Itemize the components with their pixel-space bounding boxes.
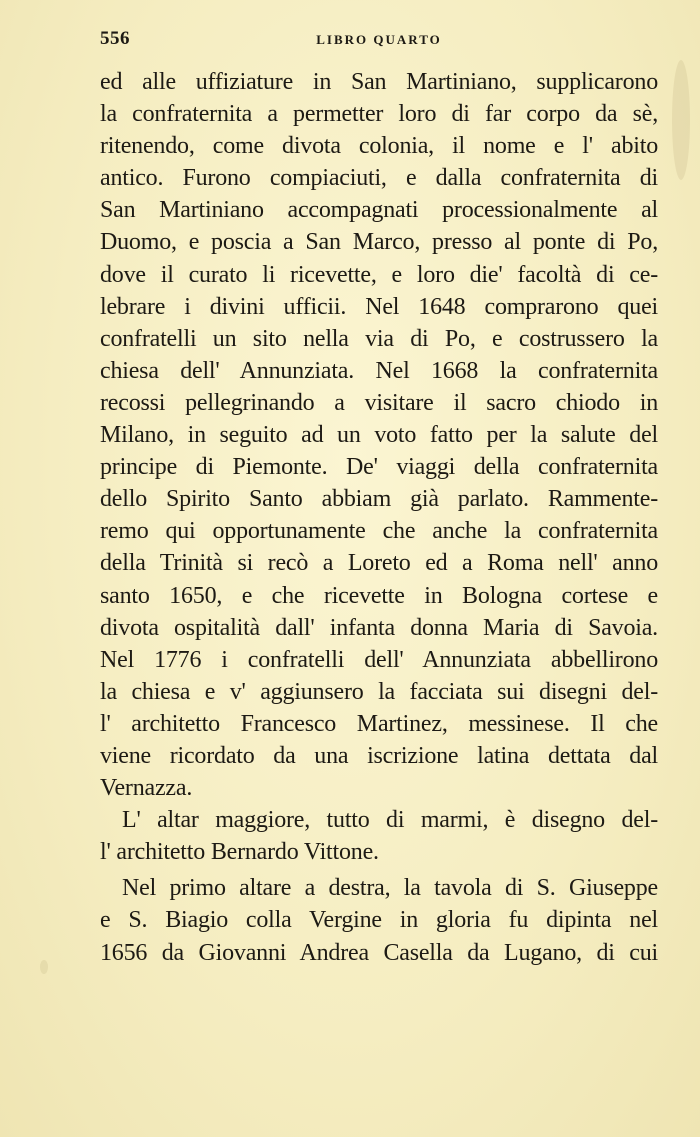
text-line: Milano, in seguito ad un voto fatto per la salute del (100, 422, 658, 449)
text-line: la confraternita a permetter loro di far corpo da sè, (100, 101, 658, 128)
text-line: santo 1650, e che ricevette in Bologna cortese e (100, 582, 658, 609)
text-line: recossi pellegrinando a visitare il sacro chiodo in (100, 389, 658, 416)
page-number: 556 (100, 28, 130, 49)
text-line: viene ricordato da una iscrizione latina dettata dal (100, 742, 658, 769)
text-line: 1656 da Giovanni Andrea Casella da Lugano, di cui (100, 939, 658, 966)
text-line: Nel primo altare a destra, la tavola di S. Giuseppe (122, 875, 658, 902)
text-line: San Martiniano accompagnati processionalmente al (100, 197, 658, 224)
body-text (100, 66, 658, 969)
text-line: dello Spirito Santo abbiam già parlato. Rammente- (100, 486, 658, 513)
text-line: dove il curato li ricevette, e loro die' facoltà di ce- (100, 261, 658, 288)
text-line: l' architetto Francesco Martinez, messinese. Il che (100, 710, 658, 737)
paper-stain (40, 960, 48, 974)
text-line: l' architetto Bernardo Vittone. (100, 839, 379, 866)
text-line: ritenendo, come divota colonia, il nome e l' abito (100, 133, 658, 160)
text-line: Nel 1776 i confratelli dell' Annunziata abbellirono (100, 646, 658, 673)
running-head: LIBRO QUARTO (316, 32, 442, 47)
text-line: Vernazza. (100, 775, 193, 802)
text-line: divota ospitalità dall' infanta donna Maria di Savoia. (100, 614, 658, 641)
text-line: remo qui opportunamente che anche la confraternita (100, 518, 658, 545)
text-line: antico. Furono compiaciuti, e dalla confraternita di (100, 165, 658, 192)
text-line: principe di Piemonte. De' viaggi della confraternita (100, 454, 658, 481)
text-line: della Trinità si recò a Loreto ed a Roma nell' anno (100, 550, 658, 577)
text-line: L' altar maggiore, tutto di marmi, è disegno del- (122, 807, 658, 834)
paper-stain (672, 60, 690, 180)
text-line: chiesa dell' Annunziata. Nel 1668 la confraternita (100, 357, 658, 384)
text-line: lebrare i divini ufficii. Nel 1648 comprarono quei (100, 293, 658, 320)
text-line: la chiesa e v' aggiunsero la facciata sui disegni del- (100, 678, 658, 705)
text-line: Duomo, e poscia a San Marco, presso al ponte di Po, (100, 229, 658, 256)
text-line: ed alle uffiziature in San Martiniano, supplicarono (100, 69, 658, 95)
page-header (100, 28, 658, 52)
text-line: e S. Biagio colla Vergine in gloria fu dipinta nel (100, 907, 658, 934)
text-line: confratelli un sito nella via di Po, e costrussero la (100, 325, 658, 352)
